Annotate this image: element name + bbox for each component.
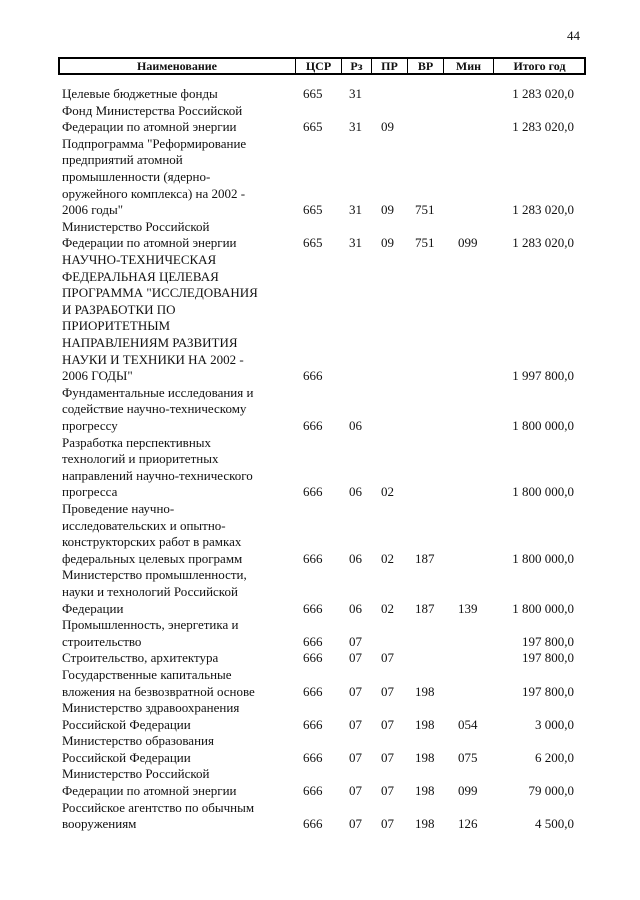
cell-vr: 198 <box>415 783 435 799</box>
cell-total: 197 800,0 <box>522 683 574 699</box>
cell-rz: 07 <box>349 650 362 666</box>
table-row <box>0 766 640 799</box>
cell-csr: 666 <box>303 716 323 732</box>
table-row <box>0 800 640 833</box>
row-name: Строительство, архитектура <box>62 650 219 666</box>
page-number: 44 <box>567 28 580 43</box>
cell-pr: 07 <box>381 716 394 732</box>
cell-vr: 187 <box>415 550 435 566</box>
cell-total: 1 283 020,0 <box>512 202 574 218</box>
cell-total: 79 000,0 <box>528 783 574 799</box>
row-name: Фонд Министерства Российской Федерации по атомной энергии <box>62 102 243 135</box>
header-min: Мин <box>443 58 493 74</box>
cell-pr: 07 <box>381 783 394 799</box>
cell-rz: 07 <box>349 683 362 699</box>
header-total: Итого год <box>493 58 585 74</box>
cell-total: 3 000,0 <box>535 716 574 732</box>
cell-total: 1 800 000,0 <box>512 484 574 500</box>
cell-csr: 666 <box>303 368 323 384</box>
cell-vr: 198 <box>415 716 435 732</box>
cell-pr: 07 <box>381 650 394 666</box>
cell-pr: 09 <box>381 235 394 251</box>
cell-rz: 07 <box>349 633 362 649</box>
cell-csr: 666 <box>303 816 323 832</box>
cell-csr: 665 <box>303 86 323 101</box>
cell-csr: 666 <box>303 650 323 666</box>
table-row <box>0 567 640 617</box>
table-row <box>0 435 640 501</box>
table-row <box>0 385 640 435</box>
row-name: Министерство Российской Федерации по атомной энергии <box>62 766 237 799</box>
table-row <box>0 501 640 567</box>
row-name: Министерство образования Российской Федерации <box>62 733 214 765</box>
cell-csr: 666 <box>303 633 323 649</box>
row-name: Разработка перспективных технологий и приоритетных направлений научно-технического прогресса <box>62 434 253 500</box>
cell-rz: 06 <box>349 484 362 500</box>
cell-rz: 31 <box>349 235 362 251</box>
cell-csr: 666 <box>303 484 323 500</box>
cell-rz: 07 <box>349 716 362 732</box>
row-name: Фундаментальные исследования и содействие научно-техническому прогрессу <box>62 384 254 433</box>
cell-min: 139 <box>458 600 478 616</box>
cell-rz: 31 <box>349 202 362 218</box>
row-name: Целевые бюджетные фонды <box>62 86 218 101</box>
cell-rz: 06 <box>349 600 362 616</box>
cell-csr: 665 <box>303 202 323 218</box>
header-csr: ЦСР <box>295 58 341 74</box>
cell-min: 126 <box>458 816 478 832</box>
row-name: Министерство здравоохранения Российской Федерации <box>62 700 240 732</box>
table-row <box>0 617 640 650</box>
cell-csr: 665 <box>303 235 323 251</box>
table-row <box>0 667 640 700</box>
cell-total: 4 500,0 <box>535 816 574 832</box>
cell-pr: 07 <box>381 816 394 832</box>
row-name: Российское агентство по обычным вооружениям <box>62 799 255 832</box>
cell-min: 054 <box>458 716 478 732</box>
cell-csr: 666 <box>303 749 323 765</box>
cell-min: 099 <box>458 235 478 251</box>
cell-vr: 751 <box>415 202 435 218</box>
row-name: Промышленность, энергетика и строительство <box>62 617 239 649</box>
cell-pr: 07 <box>381 749 394 765</box>
row-name: Министерство промышленности, науки и технологий Российской Федерации <box>62 567 247 616</box>
cell-total: 197 800,0 <box>522 633 574 649</box>
cell-rz: 06 <box>349 550 362 566</box>
cell-vr: 198 <box>415 816 435 832</box>
cell-total: 1 283 020,0 <box>512 235 574 251</box>
cell-pr: 09 <box>381 202 394 218</box>
table-row <box>0 86 640 103</box>
row-name: Государственные капитальные вложения на безвозвратной основе <box>62 666 255 699</box>
cell-pr: 02 <box>381 550 394 566</box>
cell-min: 099 <box>458 783 478 799</box>
row-name: Министерство Российской Федерации по атомной энергии <box>62 218 237 251</box>
cell-rz: 07 <box>349 783 362 799</box>
cell-vr: 198 <box>415 683 435 699</box>
cell-total: 1 800 000,0 <box>512 600 574 616</box>
cell-csr: 665 <box>303 119 323 135</box>
cell-vr: 198 <box>415 749 435 765</box>
cell-csr: 666 <box>303 683 323 699</box>
cell-pr: 02 <box>381 484 394 500</box>
cell-total: 1 800 000,0 <box>512 550 574 566</box>
row-name: НАУЧНО-ТЕХНИЧЕСКАЯ ФЕДЕРАЛЬНАЯ ЦЕЛЕВАЯ ПРОГРАММА "ИССЛЕДОВАНИЯ И РАЗРАБОТКИ ПО ПРИОРИТЕТНЫМ НАПРАВЛЕНИЯМ РАЗВИТИЯ НАУКИ И ТЕХНИКИ НА 2002 - 2006 ГОДЫ" <box>62 251 258 384</box>
cell-pr: 07 <box>381 683 394 699</box>
cell-rz: 06 <box>349 417 362 433</box>
table-body <box>0 86 640 833</box>
table-row <box>0 219 640 252</box>
cell-min: 075 <box>458 749 478 765</box>
table-row <box>0 700 640 733</box>
header-pr: ПР <box>371 58 407 74</box>
cell-total: 1 800 000,0 <box>512 417 574 433</box>
cell-csr: 666 <box>303 550 323 566</box>
table-row <box>0 650 640 667</box>
cell-csr: 666 <box>303 600 323 616</box>
table-row <box>0 733 640 766</box>
cell-total: 1 283 020,0 <box>512 86 574 101</box>
row-name: Проведение научно- исследовательских и опытно- конструкторских работ в рамках федеральных целевых программ <box>62 500 243 566</box>
cell-total: 197 800,0 <box>522 650 574 666</box>
table-header <box>58 57 586 75</box>
cell-rz: 31 <box>349 119 362 135</box>
cell-pr: 09 <box>381 119 394 135</box>
table-row <box>0 252 640 385</box>
cell-total: 6 200,0 <box>535 749 574 765</box>
table-row <box>0 136 640 219</box>
cell-rz: 31 <box>349 86 362 101</box>
cell-pr: 02 <box>381 600 394 616</box>
cell-vr: 751 <box>415 235 435 251</box>
cell-rz: 07 <box>349 749 362 765</box>
cell-csr: 666 <box>303 417 323 433</box>
cell-vr: 187 <box>415 600 435 616</box>
cell-total: 1 997 800,0 <box>512 368 574 384</box>
cell-csr: 666 <box>303 783 323 799</box>
header-vr: ВР <box>407 58 443 74</box>
header-name: Наименование <box>137 59 217 73</box>
cell-rz: 07 <box>349 816 362 832</box>
table-row <box>0 103 640 136</box>
row-name: Подпрограмма "Реформирование предприятий атомной промышленности (ядерно- оружейного комплекса) на 2002 - 2006 годы" <box>62 135 247 218</box>
cell-total: 1 283 020,0 <box>512 119 574 135</box>
header-rz: Рз <box>341 58 371 74</box>
